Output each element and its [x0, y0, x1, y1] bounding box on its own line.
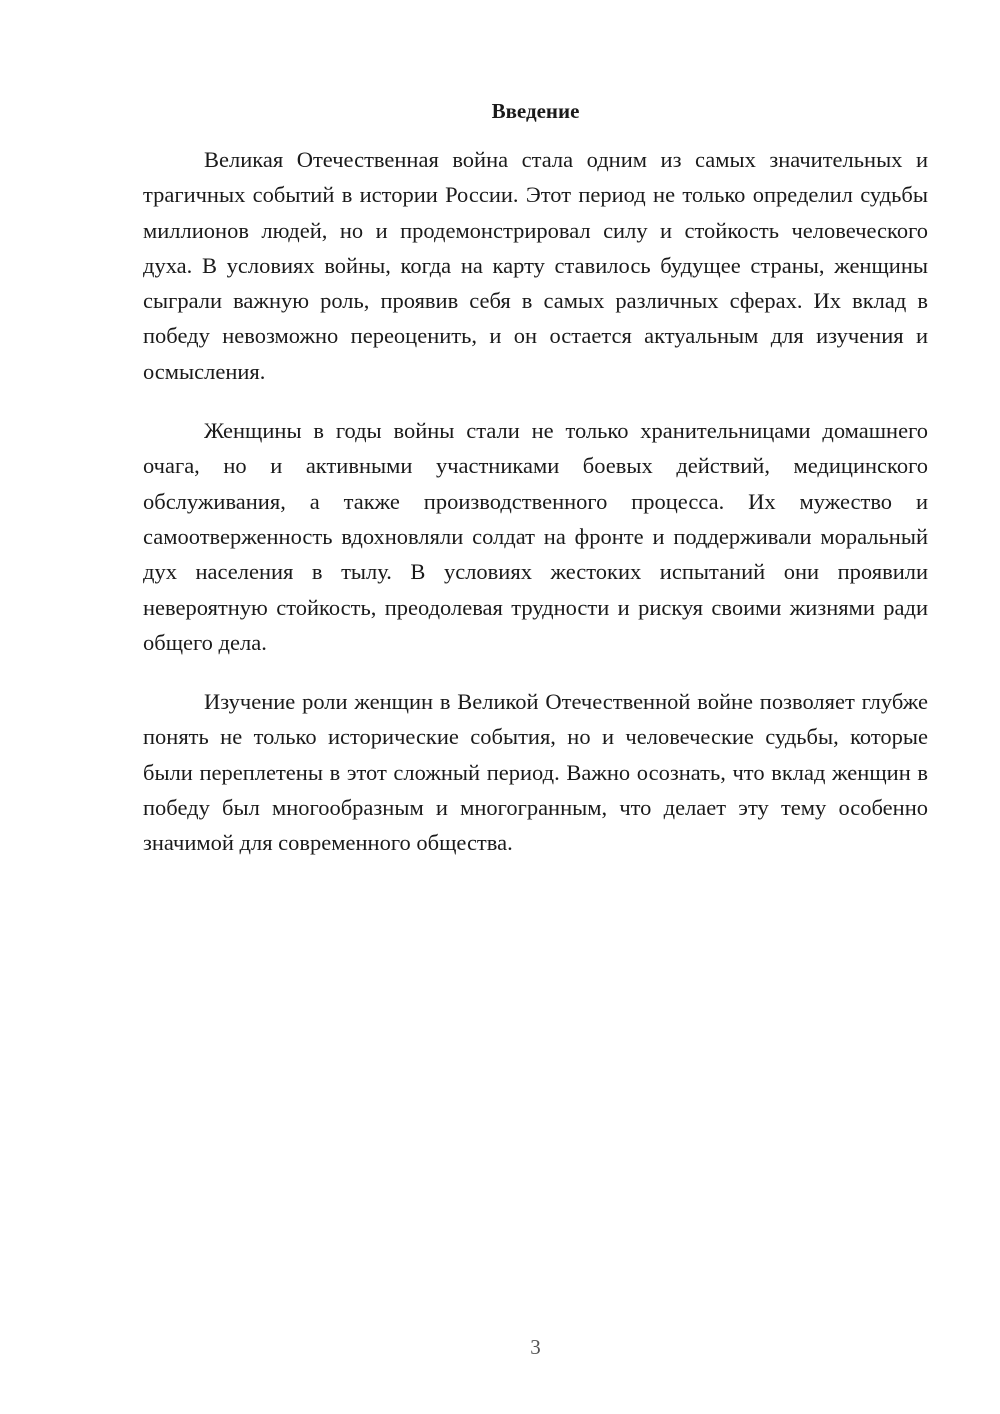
paragraph-3: Изучение роли женщин в Великой Отечественной войне позволяет глубже понять не только исторические события, но и человеческие судьбы, которые были переплетены в этот сложный период. Важно осознать, что вклад женщин в победу был многообразным и многогранным, что делает эту тему особенно значимой для современного общества. — [143, 689, 928, 856]
section-heading: Введение — [491, 99, 580, 123]
document-body — [143, 142, 928, 885]
page-number: 3 — [530, 1335, 541, 1359]
paragraph-1: Великая Отечественная война стала одним из самых значительных и трагичных событий в истории России. Этот период не только определил судьбы миллионов людей, но и продемонстрировал силу и стойкость человеческого духа. В условиях войны, когда на карту ставилось будущее страны, женщины сыграли важную роль, проявив себя в самых различных сферах. Их вклад в победу невозможно переоценить, и он остается актуальным для изучения и осмысления. — [143, 147, 928, 384]
paragraph-2: Женщины в годы войны стали не только хранительницами домашнего очага, но и активными участниками боевых действий, медицинского обслуживания, а также производственного процесса. Их мужество и самоотверженность вдохновляли солдат на фронте и поддерживали моральный дух населения в тылу. В условиях жестоких испытаний они проявили невероятную стойкость, преодолевая трудности и рискуя своими жизнями ради общего дела. — [143, 418, 928, 655]
